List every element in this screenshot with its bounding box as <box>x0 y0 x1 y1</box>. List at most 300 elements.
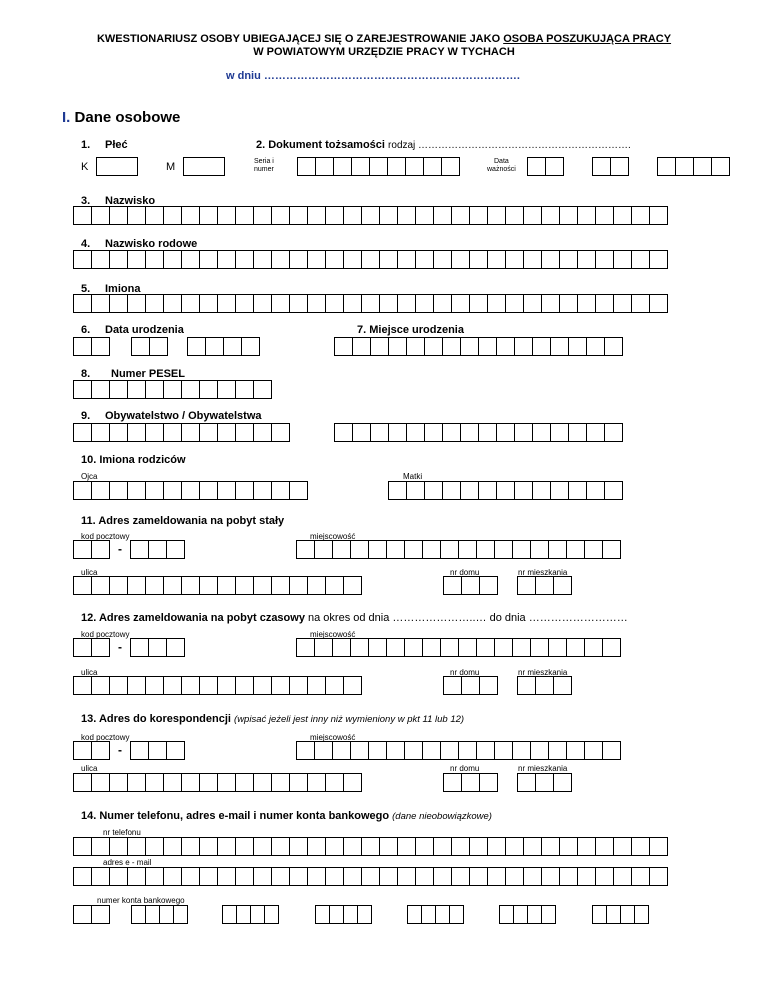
char-box[interactable] <box>236 905 251 924</box>
char-box[interactable] <box>595 294 614 313</box>
char-box[interactable] <box>73 676 92 695</box>
char-box[interactable] <box>181 380 200 399</box>
char-box[interactable] <box>235 837 254 856</box>
char-box[interactable] <box>289 481 308 500</box>
char-box[interactable] <box>517 676 536 695</box>
char-box[interactable] <box>350 741 369 760</box>
char-box[interactable] <box>163 576 182 595</box>
char-box[interactable] <box>631 837 650 856</box>
char-box[interactable] <box>458 540 477 559</box>
char-box[interactable] <box>657 157 676 176</box>
char-box[interactable] <box>109 250 128 269</box>
flat-nr-boxes-11[interactable] <box>517 576 571 595</box>
char-box[interactable] <box>361 867 380 886</box>
char-box[interactable] <box>73 837 92 856</box>
char-box[interactable] <box>217 423 236 442</box>
char-box[interactable] <box>451 837 470 856</box>
street-boxes-11[interactable] <box>73 576 361 595</box>
char-box[interactable] <box>91 773 110 792</box>
char-box[interactable] <box>91 638 110 657</box>
char-box[interactable] <box>235 481 254 500</box>
char-box[interactable] <box>424 423 443 442</box>
char-box[interactable] <box>91 576 110 595</box>
char-box[interactable] <box>109 206 128 225</box>
char-box[interactable] <box>73 576 92 595</box>
char-box[interactable] <box>566 638 585 657</box>
char-box[interactable] <box>595 206 614 225</box>
char-box[interactable] <box>332 638 351 657</box>
char-box[interactable] <box>461 773 480 792</box>
char-box[interactable] <box>271 837 290 856</box>
char-box[interactable] <box>149 337 168 356</box>
char-box[interactable] <box>351 157 370 176</box>
char-box[interactable] <box>91 250 110 269</box>
char-box[interactable] <box>440 638 459 657</box>
char-box[interactable] <box>407 905 422 924</box>
char-box[interactable] <box>415 294 434 313</box>
char-box[interactable] <box>379 837 398 856</box>
char-box[interactable] <box>631 867 650 886</box>
char-box[interactable] <box>199 250 218 269</box>
char-box[interactable] <box>478 423 497 442</box>
char-box[interactable] <box>163 423 182 442</box>
char-box[interactable] <box>297 157 316 176</box>
char-box[interactable] <box>289 206 308 225</box>
char-box[interactable] <box>127 837 146 856</box>
street-boxes-13[interactable] <box>73 773 361 792</box>
char-box[interactable] <box>514 423 533 442</box>
char-box[interactable] <box>181 206 200 225</box>
char-box[interactable] <box>217 837 236 856</box>
char-box[interactable] <box>496 423 515 442</box>
father-name-boxes[interactable] <box>73 481 307 500</box>
char-box[interactable] <box>368 638 387 657</box>
char-box[interactable] <box>476 540 495 559</box>
char-box[interactable] <box>159 905 174 924</box>
char-box[interactable] <box>550 337 569 356</box>
char-box[interactable] <box>325 837 344 856</box>
char-box[interactable] <box>343 837 362 856</box>
char-box[interactable] <box>433 250 452 269</box>
char-box[interactable] <box>584 540 603 559</box>
char-box[interactable] <box>620 905 635 924</box>
char-box[interactable] <box>604 481 623 500</box>
postcode-a-11[interactable] <box>73 540 109 559</box>
char-box[interactable] <box>109 676 128 695</box>
imiona-boxes[interactable] <box>73 294 667 313</box>
char-box[interactable] <box>163 294 182 313</box>
bank-account-group-7[interactable] <box>592 905 648 924</box>
char-box[interactable] <box>386 540 405 559</box>
char-box[interactable] <box>253 294 272 313</box>
char-box[interactable] <box>332 741 351 760</box>
char-box[interactable] <box>73 423 92 442</box>
char-box[interactable] <box>443 576 462 595</box>
char-box[interactable] <box>649 294 668 313</box>
char-box[interactable] <box>577 837 596 856</box>
char-box[interactable] <box>523 250 542 269</box>
char-box[interactable] <box>553 676 572 695</box>
flat-nr-boxes-12[interactable] <box>517 676 571 695</box>
document-number-boxes[interactable] <box>297 157 459 176</box>
char-box[interactable] <box>361 206 380 225</box>
char-box[interactable] <box>568 337 587 356</box>
char-box[interactable] <box>199 380 218 399</box>
char-box[interactable] <box>458 741 477 760</box>
char-box[interactable] <box>235 773 254 792</box>
gender-k-box[interactable] <box>96 157 137 176</box>
char-box[interactable] <box>711 157 730 176</box>
char-box[interactable] <box>649 250 668 269</box>
char-box[interactable] <box>442 423 461 442</box>
char-box[interactable] <box>145 867 164 886</box>
char-box[interactable] <box>314 638 333 657</box>
char-box[interactable] <box>469 294 488 313</box>
char-box[interactable] <box>145 250 164 269</box>
char-box[interactable] <box>166 638 185 657</box>
char-box[interactable] <box>541 250 560 269</box>
char-box[interactable] <box>595 867 614 886</box>
char-box[interactable] <box>271 867 290 886</box>
char-box[interactable] <box>217 294 236 313</box>
char-box[interactable] <box>397 867 416 886</box>
char-box[interactable] <box>73 206 92 225</box>
char-box[interactable] <box>387 157 406 176</box>
char-box[interactable] <box>649 867 668 886</box>
char-box[interactable] <box>109 837 128 856</box>
char-box[interactable] <box>91 423 110 442</box>
postcode-b-12[interactable] <box>130 638 184 657</box>
char-box[interactable] <box>73 867 92 886</box>
char-box[interactable] <box>433 294 452 313</box>
char-box[interactable] <box>109 294 128 313</box>
char-box[interactable] <box>613 867 632 886</box>
char-box[interactable] <box>440 540 459 559</box>
char-box[interactable] <box>271 576 290 595</box>
char-box[interactable] <box>307 676 326 695</box>
char-box[interactable] <box>568 481 587 500</box>
char-box[interactable] <box>217 481 236 500</box>
char-box[interactable] <box>127 206 146 225</box>
char-box[interactable] <box>404 540 423 559</box>
char-box[interactable] <box>631 206 650 225</box>
char-box[interactable] <box>352 337 371 356</box>
char-box[interactable] <box>325 250 344 269</box>
char-box[interactable] <box>235 676 254 695</box>
city-boxes-13[interactable] <box>296 741 620 760</box>
char-box[interactable] <box>253 380 272 399</box>
birth-month-boxes[interactable] <box>131 337 167 356</box>
char-box[interactable] <box>130 540 149 559</box>
char-box[interactable] <box>566 741 585 760</box>
char-box[interactable] <box>361 294 380 313</box>
char-box[interactable] <box>440 741 459 760</box>
char-box[interactable] <box>163 676 182 695</box>
char-box[interactable] <box>397 837 416 856</box>
char-box[interactable] <box>406 423 425 442</box>
char-box[interactable] <box>145 380 164 399</box>
char-box[interactable] <box>487 250 506 269</box>
char-box[interactable] <box>205 337 224 356</box>
char-box[interactable] <box>435 905 450 924</box>
char-box[interactable] <box>595 250 614 269</box>
char-box[interactable] <box>271 423 290 442</box>
char-box[interactable] <box>199 206 218 225</box>
flat-nr-boxes-13[interactable] <box>517 773 571 792</box>
char-box[interactable] <box>397 206 416 225</box>
char-box[interactable] <box>127 250 146 269</box>
char-box[interactable] <box>406 337 425 356</box>
char-box[interactable] <box>91 481 110 500</box>
postcode-a-13[interactable] <box>73 741 109 760</box>
char-box[interactable] <box>307 837 326 856</box>
char-box[interactable] <box>127 867 146 886</box>
char-box[interactable] <box>550 481 569 500</box>
char-box[interactable] <box>559 837 578 856</box>
char-box[interactable] <box>693 157 712 176</box>
char-box[interactable] <box>289 576 308 595</box>
char-box[interactable] <box>73 773 92 792</box>
char-box[interactable] <box>145 676 164 695</box>
char-box[interactable] <box>296 741 315 760</box>
bank-account-group-5[interactable] <box>407 905 463 924</box>
char-box[interactable] <box>217 380 236 399</box>
char-box[interactable] <box>592 157 611 176</box>
char-box[interactable] <box>479 676 498 695</box>
char-box[interactable] <box>329 905 344 924</box>
char-box[interactable] <box>91 206 110 225</box>
char-box[interactable] <box>469 867 488 886</box>
char-box[interactable] <box>586 337 605 356</box>
char-box[interactable] <box>314 741 333 760</box>
char-box[interactable] <box>163 206 182 225</box>
char-box[interactable] <box>334 423 353 442</box>
char-box[interactable] <box>494 540 513 559</box>
char-box[interactable] <box>199 294 218 313</box>
char-box[interactable] <box>469 206 488 225</box>
char-box[interactable] <box>145 206 164 225</box>
char-box[interactable] <box>73 337 92 356</box>
pesel-boxes[interactable] <box>73 380 271 399</box>
char-box[interactable] <box>271 481 290 500</box>
char-box[interactable] <box>397 294 416 313</box>
char-box[interactable] <box>325 576 344 595</box>
char-box[interactable] <box>513 905 528 924</box>
char-box[interactable] <box>199 773 218 792</box>
char-box[interactable] <box>370 423 389 442</box>
bank-account-group-4[interactable] <box>315 905 371 924</box>
char-box[interactable] <box>584 638 603 657</box>
char-box[interactable] <box>109 867 128 886</box>
char-box[interactable] <box>499 905 514 924</box>
char-box[interactable] <box>145 481 164 500</box>
char-box[interactable] <box>379 250 398 269</box>
char-box[interactable] <box>422 741 441 760</box>
char-box[interactable] <box>478 337 497 356</box>
char-box[interactable] <box>289 250 308 269</box>
char-box[interactable] <box>415 837 434 856</box>
char-box[interactable] <box>253 481 272 500</box>
char-box[interactable] <box>235 294 254 313</box>
char-box[interactable] <box>271 676 290 695</box>
char-box[interactable] <box>332 540 351 559</box>
char-box[interactable] <box>604 337 623 356</box>
char-box[interactable] <box>217 250 236 269</box>
char-box[interactable] <box>487 867 506 886</box>
char-box[interactable] <box>250 905 265 924</box>
char-box[interactable] <box>523 294 542 313</box>
char-box[interactable] <box>442 337 461 356</box>
char-box[interactable] <box>415 867 434 886</box>
char-box[interactable] <box>73 380 92 399</box>
char-box[interactable] <box>235 250 254 269</box>
char-box[interactable] <box>127 423 146 442</box>
char-box[interactable] <box>289 837 308 856</box>
char-box[interactable] <box>127 380 146 399</box>
char-box[interactable] <box>505 206 524 225</box>
char-box[interactable] <box>415 250 434 269</box>
char-box[interactable] <box>350 540 369 559</box>
char-box[interactable] <box>109 481 128 500</box>
char-box[interactable] <box>566 540 585 559</box>
char-box[interactable] <box>325 676 344 695</box>
char-box[interactable] <box>163 481 182 500</box>
char-box[interactable] <box>577 867 596 886</box>
house-nr-boxes-11[interactable] <box>443 576 497 595</box>
char-box[interactable] <box>289 773 308 792</box>
char-box[interactable] <box>476 638 495 657</box>
char-box[interactable] <box>404 741 423 760</box>
char-box[interactable] <box>253 676 272 695</box>
city-boxes-12[interactable] <box>296 638 620 657</box>
char-box[interactable] <box>406 481 425 500</box>
char-box[interactable] <box>545 157 564 176</box>
char-box[interactable] <box>386 741 405 760</box>
birth-day-boxes[interactable] <box>73 337 109 356</box>
char-box[interactable] <box>405 157 424 176</box>
char-box[interactable] <box>494 638 513 657</box>
char-box[interactable] <box>217 576 236 595</box>
char-box[interactable] <box>559 206 578 225</box>
char-box[interactable] <box>91 905 110 924</box>
char-box[interactable] <box>325 867 344 886</box>
char-box[interactable] <box>388 481 407 500</box>
char-box[interactable] <box>541 867 560 886</box>
char-box[interactable] <box>145 837 164 856</box>
nazwisko-boxes[interactable] <box>73 206 667 225</box>
char-box[interactable] <box>568 423 587 442</box>
char-box[interactable] <box>388 423 407 442</box>
char-box[interactable] <box>181 867 200 886</box>
char-box[interactable] <box>379 867 398 886</box>
char-box[interactable] <box>584 741 603 760</box>
char-box[interactable] <box>181 481 200 500</box>
char-box[interactable] <box>602 741 621 760</box>
char-box[interactable] <box>535 676 554 695</box>
char-box[interactable] <box>199 423 218 442</box>
char-box[interactable] <box>127 576 146 595</box>
char-box[interactable] <box>181 773 200 792</box>
char-box[interactable] <box>235 867 254 886</box>
phone-boxes[interactable] <box>73 837 667 856</box>
gender-m-box[interactable] <box>183 157 224 176</box>
char-box[interactable] <box>343 676 362 695</box>
char-box[interactable] <box>91 741 110 760</box>
char-box[interactable] <box>478 481 497 500</box>
validity-day-boxes[interactable] <box>527 157 563 176</box>
char-box[interactable] <box>271 206 290 225</box>
birth-year-boxes[interactable] <box>187 337 259 356</box>
birthplace-boxes[interactable] <box>334 337 622 356</box>
char-box[interactable] <box>73 638 92 657</box>
char-box[interactable] <box>577 294 596 313</box>
bank-account-group-3[interactable] <box>222 905 278 924</box>
char-box[interactable] <box>530 540 549 559</box>
char-box[interactable] <box>469 250 488 269</box>
char-box[interactable] <box>296 638 315 657</box>
char-box[interactable] <box>271 250 290 269</box>
citizenship-1-boxes[interactable] <box>73 423 289 442</box>
char-box[interactable] <box>523 837 542 856</box>
char-box[interactable] <box>343 905 358 924</box>
char-box[interactable] <box>461 676 480 695</box>
bank-account-group-2[interactable] <box>131 905 187 924</box>
char-box[interactable] <box>514 481 533 500</box>
char-box[interactable] <box>369 157 388 176</box>
char-box[interactable] <box>325 773 344 792</box>
char-box[interactable] <box>343 867 362 886</box>
char-box[interactable] <box>307 773 326 792</box>
char-box[interactable] <box>235 206 254 225</box>
char-box[interactable] <box>505 294 524 313</box>
email-boxes[interactable] <box>73 867 667 886</box>
citizenship-2-boxes[interactable] <box>334 423 622 442</box>
char-box[interactable] <box>217 676 236 695</box>
char-box[interactable] <box>548 540 567 559</box>
char-box[interactable] <box>451 294 470 313</box>
char-box[interactable] <box>415 206 434 225</box>
char-box[interactable] <box>361 837 380 856</box>
char-box[interactable] <box>289 867 308 886</box>
char-box[interactable] <box>441 157 460 176</box>
char-box[interactable] <box>271 294 290 313</box>
char-box[interactable] <box>548 638 567 657</box>
char-box[interactable] <box>577 206 596 225</box>
char-box[interactable] <box>379 206 398 225</box>
char-box[interactable] <box>512 741 531 760</box>
char-box[interactable] <box>73 294 92 313</box>
char-box[interactable] <box>460 337 479 356</box>
char-box[interactable] <box>487 837 506 856</box>
char-box[interactable] <box>181 837 200 856</box>
char-box[interactable] <box>449 905 464 924</box>
postcode-a-12[interactable] <box>73 638 109 657</box>
char-box[interactable] <box>315 157 334 176</box>
char-box[interactable] <box>145 294 164 313</box>
city-boxes-11[interactable] <box>296 540 620 559</box>
char-box[interactable] <box>91 380 110 399</box>
char-box[interactable] <box>109 423 128 442</box>
char-box[interactable] <box>163 380 182 399</box>
char-box[interactable] <box>109 576 128 595</box>
char-box[interactable] <box>199 676 218 695</box>
char-box[interactable] <box>476 741 495 760</box>
char-box[interactable] <box>307 294 326 313</box>
char-box[interactable] <box>386 638 405 657</box>
char-box[interactable] <box>461 576 480 595</box>
char-box[interactable] <box>253 206 272 225</box>
house-nr-boxes-13[interactable] <box>443 773 497 792</box>
